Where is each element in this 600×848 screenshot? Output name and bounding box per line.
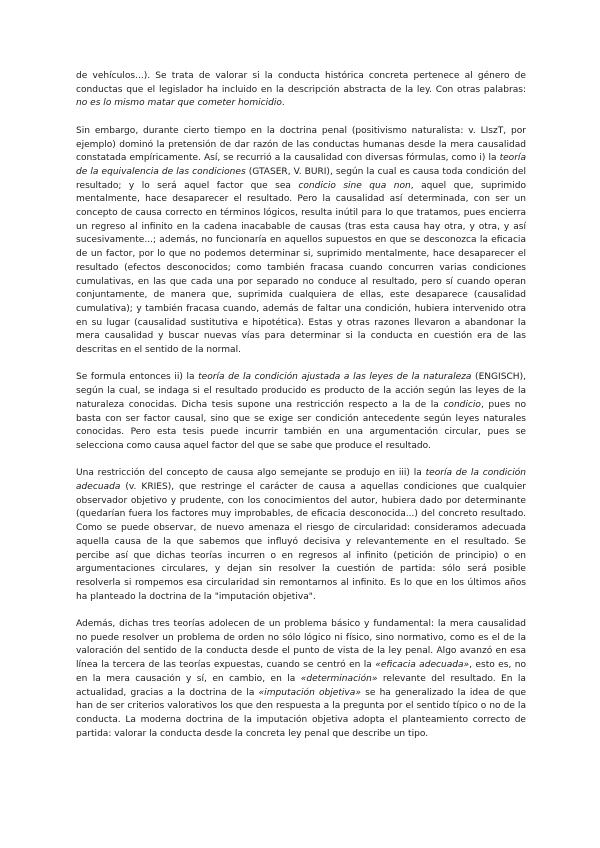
- paragraph-1: de vehículos...). Se trata de valorar si la conducta histórica concreta pertenece al género de conductas que el legislador ha incluido en la descripción abstracta de la ley. Con otras palabras: no es lo mismo matar que cometer homicidio.: [76, 71, 526, 109]
- paragraph-4: Una restricción del concepto de causa algo semejante se produjo en iii) la teoría de la condición adecuada (v. KRIES), que restringe el carácter de causa a aquellas condiciones que cualquier observador objetivo y prudente, con los conocimientos del autor, hubiera dado por determinante (quedarían fuera los factores muy improbables, de eficacia desconocida...) del concreto resultado. Como se puede observar, de nuevo amenaza el riesgo de circularidad: consideramos adecuada aquella causa de la que sabemos que influyó decisiva y relevantemente en el resultado. Se percibe así que dichas teorías incurren o en regresos al infinito (petición de principio) o en argumentaciones circulares, y dejan sin resolver la cuestión de partida: sólo será posible resolverla si rompemos esa circularidad sin remontarnos al infinito. Es lo que en los últimos años ha planteado la doctrina de la "imputación objetiva".: [76, 468, 526, 602]
- document-body: [76, 70, 526, 755]
- paragraph-2: Sin embargo, durante cierto tiempo en la doctrina penal (positivismo naturalista: v. LIszT, por ejemplo) dominó la pretensión de dar razón de las conductas humanas desde la mera causalidad constatada empíricamente. Así, se recurrió a la causalidad con diversas fórmulas, como i) la teoría de la equivalencia de las condiciones (GTASER, V. BURI), según la cual es causa toda condición del resultado; y lo será aquel factor que sea condicio sine qua non, aquel que, suprimido mentalmente, hace desaparecer el resultado. Pero la causalidad así determinada, con ser un concepto de causa correcto en términos lógicos, resulta inútil para lo que tratamos, pues encierra un regreso al infinito en la cadena inacabable de causas (tras esta causa hay otra, y otra, y así sucesivamente...; además, no funcionaría en aquellos supuestos en que se desconozca la eficacia de un factor, por lo que no podemos determinar si, suprimido mentalmente, hace desaparecer el resultado (efectos desconocidos; como también fracasa cuando concurren varias condiciones cumulativas, en las que cada una por separado no conduce al resultado, pero sí cuando operan conjuntamente, de manera que, suprimida cualquiera de ellas, este desaparece (causalidad cumulativa); y también fracasa cuando, además de faltar una condición, hubiera intervenido otra en su lugar (causalidad sustitutiva e hipotética). Estas y otras razones llevaron a abandonar la mera causalidad y buscar nuevas vías para determinar si la conducta en cuestión era de las descritas en el sentido de la normal.: [76, 125, 526, 356]
- paragraph-3: Se formula entonces ii) la teoría de la condición ajustada a las leyes de la naturaleza (ENGISCH), según la cual, se indaga si el resultado producido es producto de la acción según las leyes de la naturaleza conocidas. Dicha tesis supone una restricción respecto a la de la condicio, pues no basta con ser factor causal, sino que se exige ser condición antecedente según leyes naturales conocidas. Pero esta tesis puede incurrir también en una argumentación circular, pues se selecciona como causa aquel factor del que se sabe que produce el resultado.: [76, 372, 527, 451]
- paragraph-5: Además, dichas tres teorías adolecen de un problema básico y fundamental: la mera causalidad no puede resolver un problema de orden no sólo lógico ni físico, sino normativo, como es el de la valoración del sentido de la conducta desde el punto de vista de la ley penal. Algo avanzó en esa línea la tercera de las teorías expuestas, cuando se centró en la «eficacia adecuada», esto es, no en la mera causación y sí, en cambio, en la «determinación» relevante del resultado. En la actualidad, gracias a la doctrina de la «imputación objetiva» se ha generalizado la idea de que han de ser criterios valorativos los que den respuesta a la pregunta por el sentido típico o no de la conducta. La moderna doctrina de la imputación objetiva adopta el planteamiento correcto de partida: valorar la conducta desde la concreta ley penal que describe un tipo.: [76, 619, 527, 739]
